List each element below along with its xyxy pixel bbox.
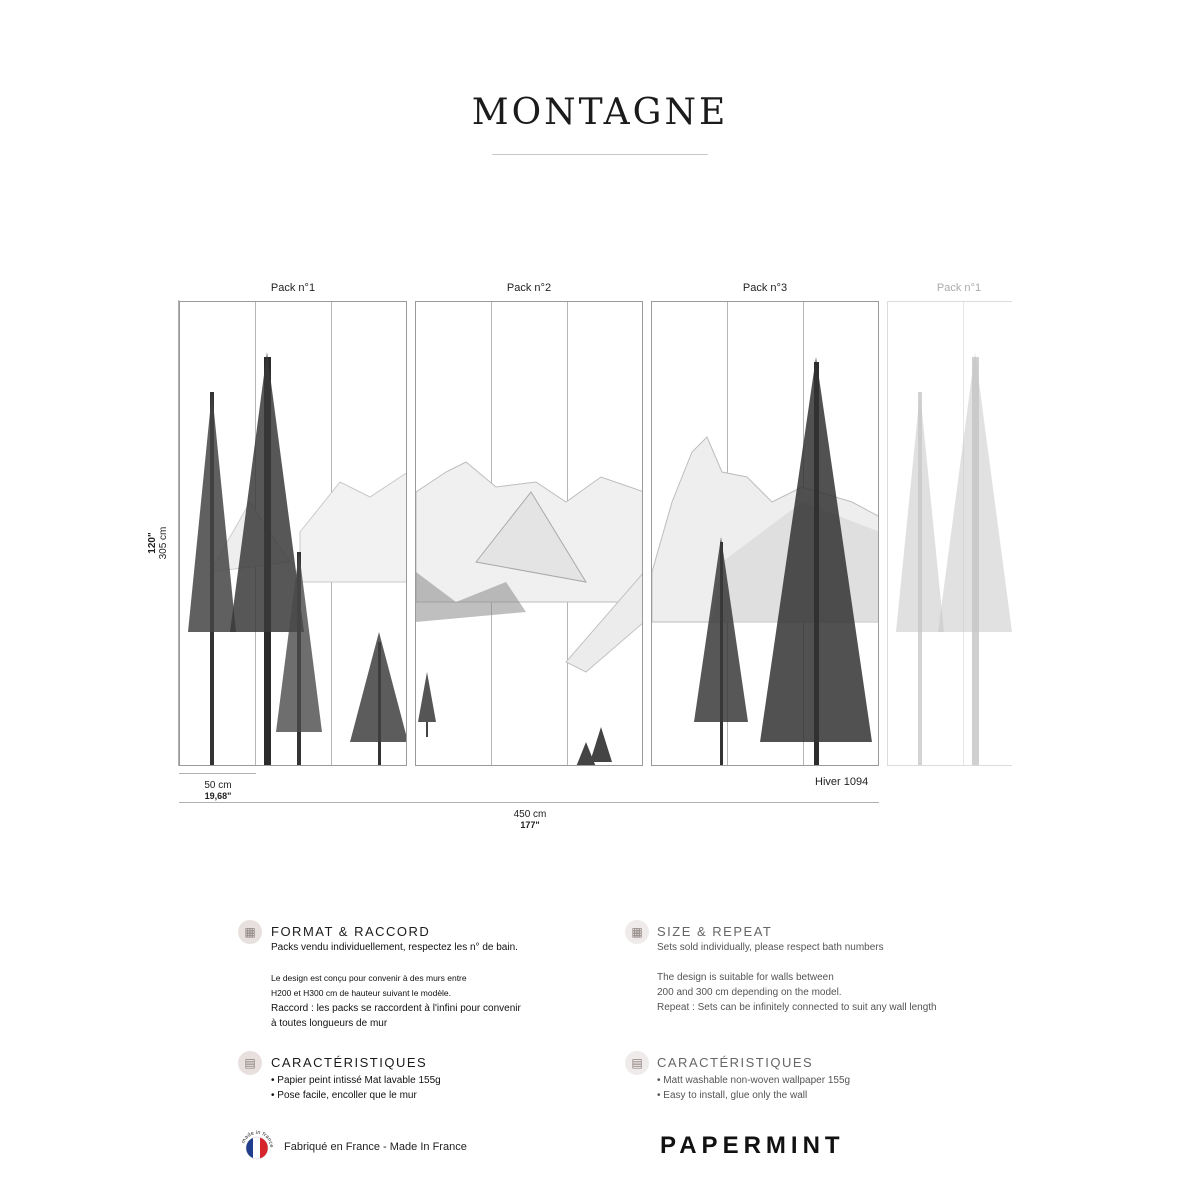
carac-title-fr: CARACTÉRISTIQUES xyxy=(271,1055,428,1070)
total-width-cm: 450 cm xyxy=(513,809,547,820)
forest-illustration xyxy=(180,302,407,766)
format-icon-fr: ▦ xyxy=(238,920,262,944)
badge-text: made in france xyxy=(240,1129,275,1148)
height-cm: 305 cm xyxy=(158,526,169,560)
height-dimension xyxy=(147,503,169,583)
page-title: MONTAGNE xyxy=(471,92,729,133)
format-line-fr-5: à toutes longueurs de mur xyxy=(271,1018,388,1029)
pack-label-4: Pack n°1 xyxy=(936,282,982,294)
total-width-dimension xyxy=(490,809,570,830)
strip-width-line xyxy=(179,773,256,774)
pack-panel-3 xyxy=(651,301,879,766)
strip-width-dimension xyxy=(178,780,258,801)
format-line-fr-2: Le design est conçu pour convenir à des murs entre xyxy=(271,973,467,983)
format-line-en-4: Repeat : Sets can be infinitely connected to suit any wall length xyxy=(657,1002,937,1013)
pack-panel-2 xyxy=(415,301,643,766)
made-in-france-badge xyxy=(238,1127,276,1165)
total-width-line xyxy=(179,802,879,803)
format-line-en-2: The design is suitable for walls between xyxy=(657,972,834,983)
made-in-france-text: Fabriqué en France - Made In France xyxy=(284,1141,467,1153)
height-inches: 120" xyxy=(147,532,158,554)
pack-panel-repeat xyxy=(887,301,1012,766)
book-icon-fr: ▤ xyxy=(238,1051,262,1075)
format-line-fr-3: H200 et H300 cm de hauteur suivant le modèle. xyxy=(271,988,452,998)
mountain-illustration xyxy=(416,302,643,766)
pack-panel-1 xyxy=(179,301,407,766)
forest-illustration-faded xyxy=(888,302,1012,766)
carac-title-en: CARACTÉRISTIQUES xyxy=(657,1055,814,1070)
format-line-fr-4: Raccord : les packs se raccordent à l'infini pour convenir xyxy=(271,1003,521,1014)
strip-width-inches: 19,68" xyxy=(204,791,232,801)
forest-mountain-illustration xyxy=(652,302,879,766)
design-reference: Hiver 1094 xyxy=(815,776,869,788)
brand-logo: PAPERMINT xyxy=(660,1132,845,1159)
format-icon-en: ▦ xyxy=(625,920,649,944)
carac-line-fr-1: • Papier peint intissé Mat lavable 155g xyxy=(271,1075,441,1086)
total-width-inches: 177" xyxy=(520,820,540,830)
format-line-en-3: 200 and 300 cm depending on the model. xyxy=(657,987,842,998)
carac-line-fr-2: • Pose facile, encoller que le mur xyxy=(271,1090,417,1101)
pack-label-2: Pack n°2 xyxy=(506,282,552,294)
carac-line-en-1: • Matt washable non-woven wallpaper 155g xyxy=(657,1075,851,1086)
pack-label-1: Pack n°1 xyxy=(270,282,316,294)
pack-label-3: Pack n°3 xyxy=(742,282,788,294)
title-divider xyxy=(492,154,708,155)
format-line-fr-1: Packs vendu individuellement, respectez les n° de bain. xyxy=(271,942,518,953)
format-line-en-1: Sets sold individually, please respect bath numbers xyxy=(657,942,884,953)
height-dimension-line xyxy=(178,300,179,766)
strip-width-cm: 50 cm xyxy=(204,780,232,791)
book-icon-en: ▤ xyxy=(625,1051,649,1075)
format-title-fr: FORMAT & RACCORD xyxy=(271,924,431,939)
carac-line-en-2: • Easy to install, glue only the wall xyxy=(657,1090,808,1101)
format-title-en: SIZE & REPEAT xyxy=(657,924,773,939)
